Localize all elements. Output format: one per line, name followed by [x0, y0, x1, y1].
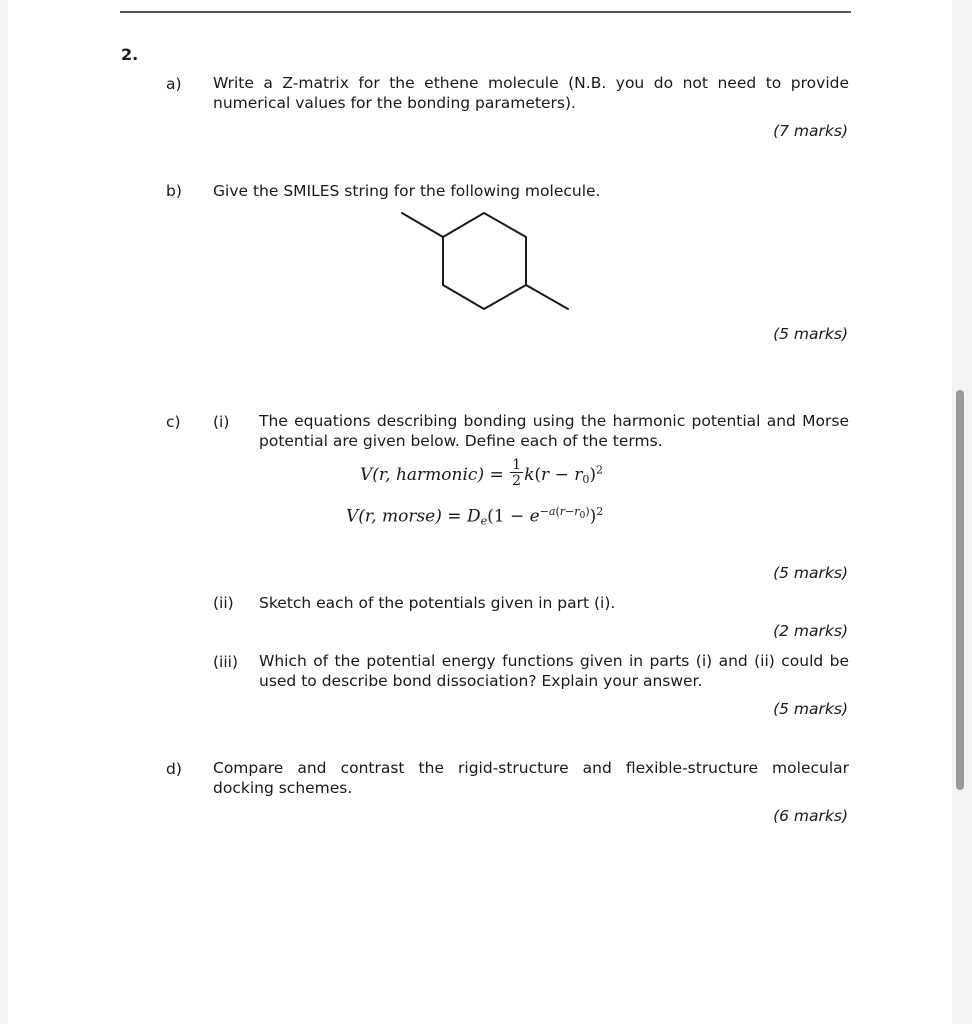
part-c-iii-text: Which of the potential energy functions given in parts (i) and (ii) could be used to describe bond dissociation? Explain your answer.: [259, 652, 849, 690]
question-number: 2.: [121, 45, 139, 64]
part-c-i-text: The equations describing bonding using the harmonic potential and Morse potential are given below. Define each of the terms.: [259, 412, 849, 450]
half-fraction: $\frac{1}{2}$: [512, 457, 522, 489]
morse-lhs: V(r, morse): [346, 506, 442, 527]
part-c-i-label: (i): [213, 413, 230, 431]
part-c-i-marks: (5 marks): [773, 564, 848, 582]
part-a-marks: (7 marks): [773, 122, 848, 140]
part-d-label: d): [166, 760, 182, 778]
harmonic-equation: V(r, harmonic) = $\frac{1}{2}$ $k(r - r_0)^2$: [360, 457, 604, 489]
cyclohexane-ring: [443, 213, 526, 309]
part-c-ii-marks: (2 marks): [773, 622, 848, 640]
methyl-bond-top: [402, 213, 443, 237]
part-c-label: c): [166, 413, 181, 431]
part-b-text: Give the SMILES string for the following molecule.: [213, 182, 601, 200]
part-c-iii-label: (iii): [213, 653, 239, 671]
part-c-ii-text: Sketch each of the potentials given in part (i).: [259, 594, 616, 612]
part-c-ii-label: (ii): [213, 594, 234, 612]
part-a-text: Write a Z-matrix for the ethene molecule (N.B. you do not need to provide numerical values for the bonding parameters).: [213, 74, 849, 112]
methyl-bond-bottom: [526, 285, 568, 309]
harmonic-lhs: V(r, harmonic): [360, 465, 485, 485]
part-b-label: b): [166, 182, 182, 200]
part-b-marks: (5 marks): [773, 325, 848, 343]
part-d-text: Compare and contrast the rigid-structure and flexible-structure molecular docking schemes.: [213, 759, 849, 797]
part-c-iii-marks: (5 marks): [773, 700, 848, 718]
part-a-label: a): [166, 75, 182, 93]
morse-equation: V(r, morse) = $D_e(1 - e^{-a(r-r_0)})^2$: [346, 505, 604, 528]
part-d-marks: (6 marks): [773, 807, 848, 825]
scrollbar-thumb[interactable]: [956, 390, 964, 790]
